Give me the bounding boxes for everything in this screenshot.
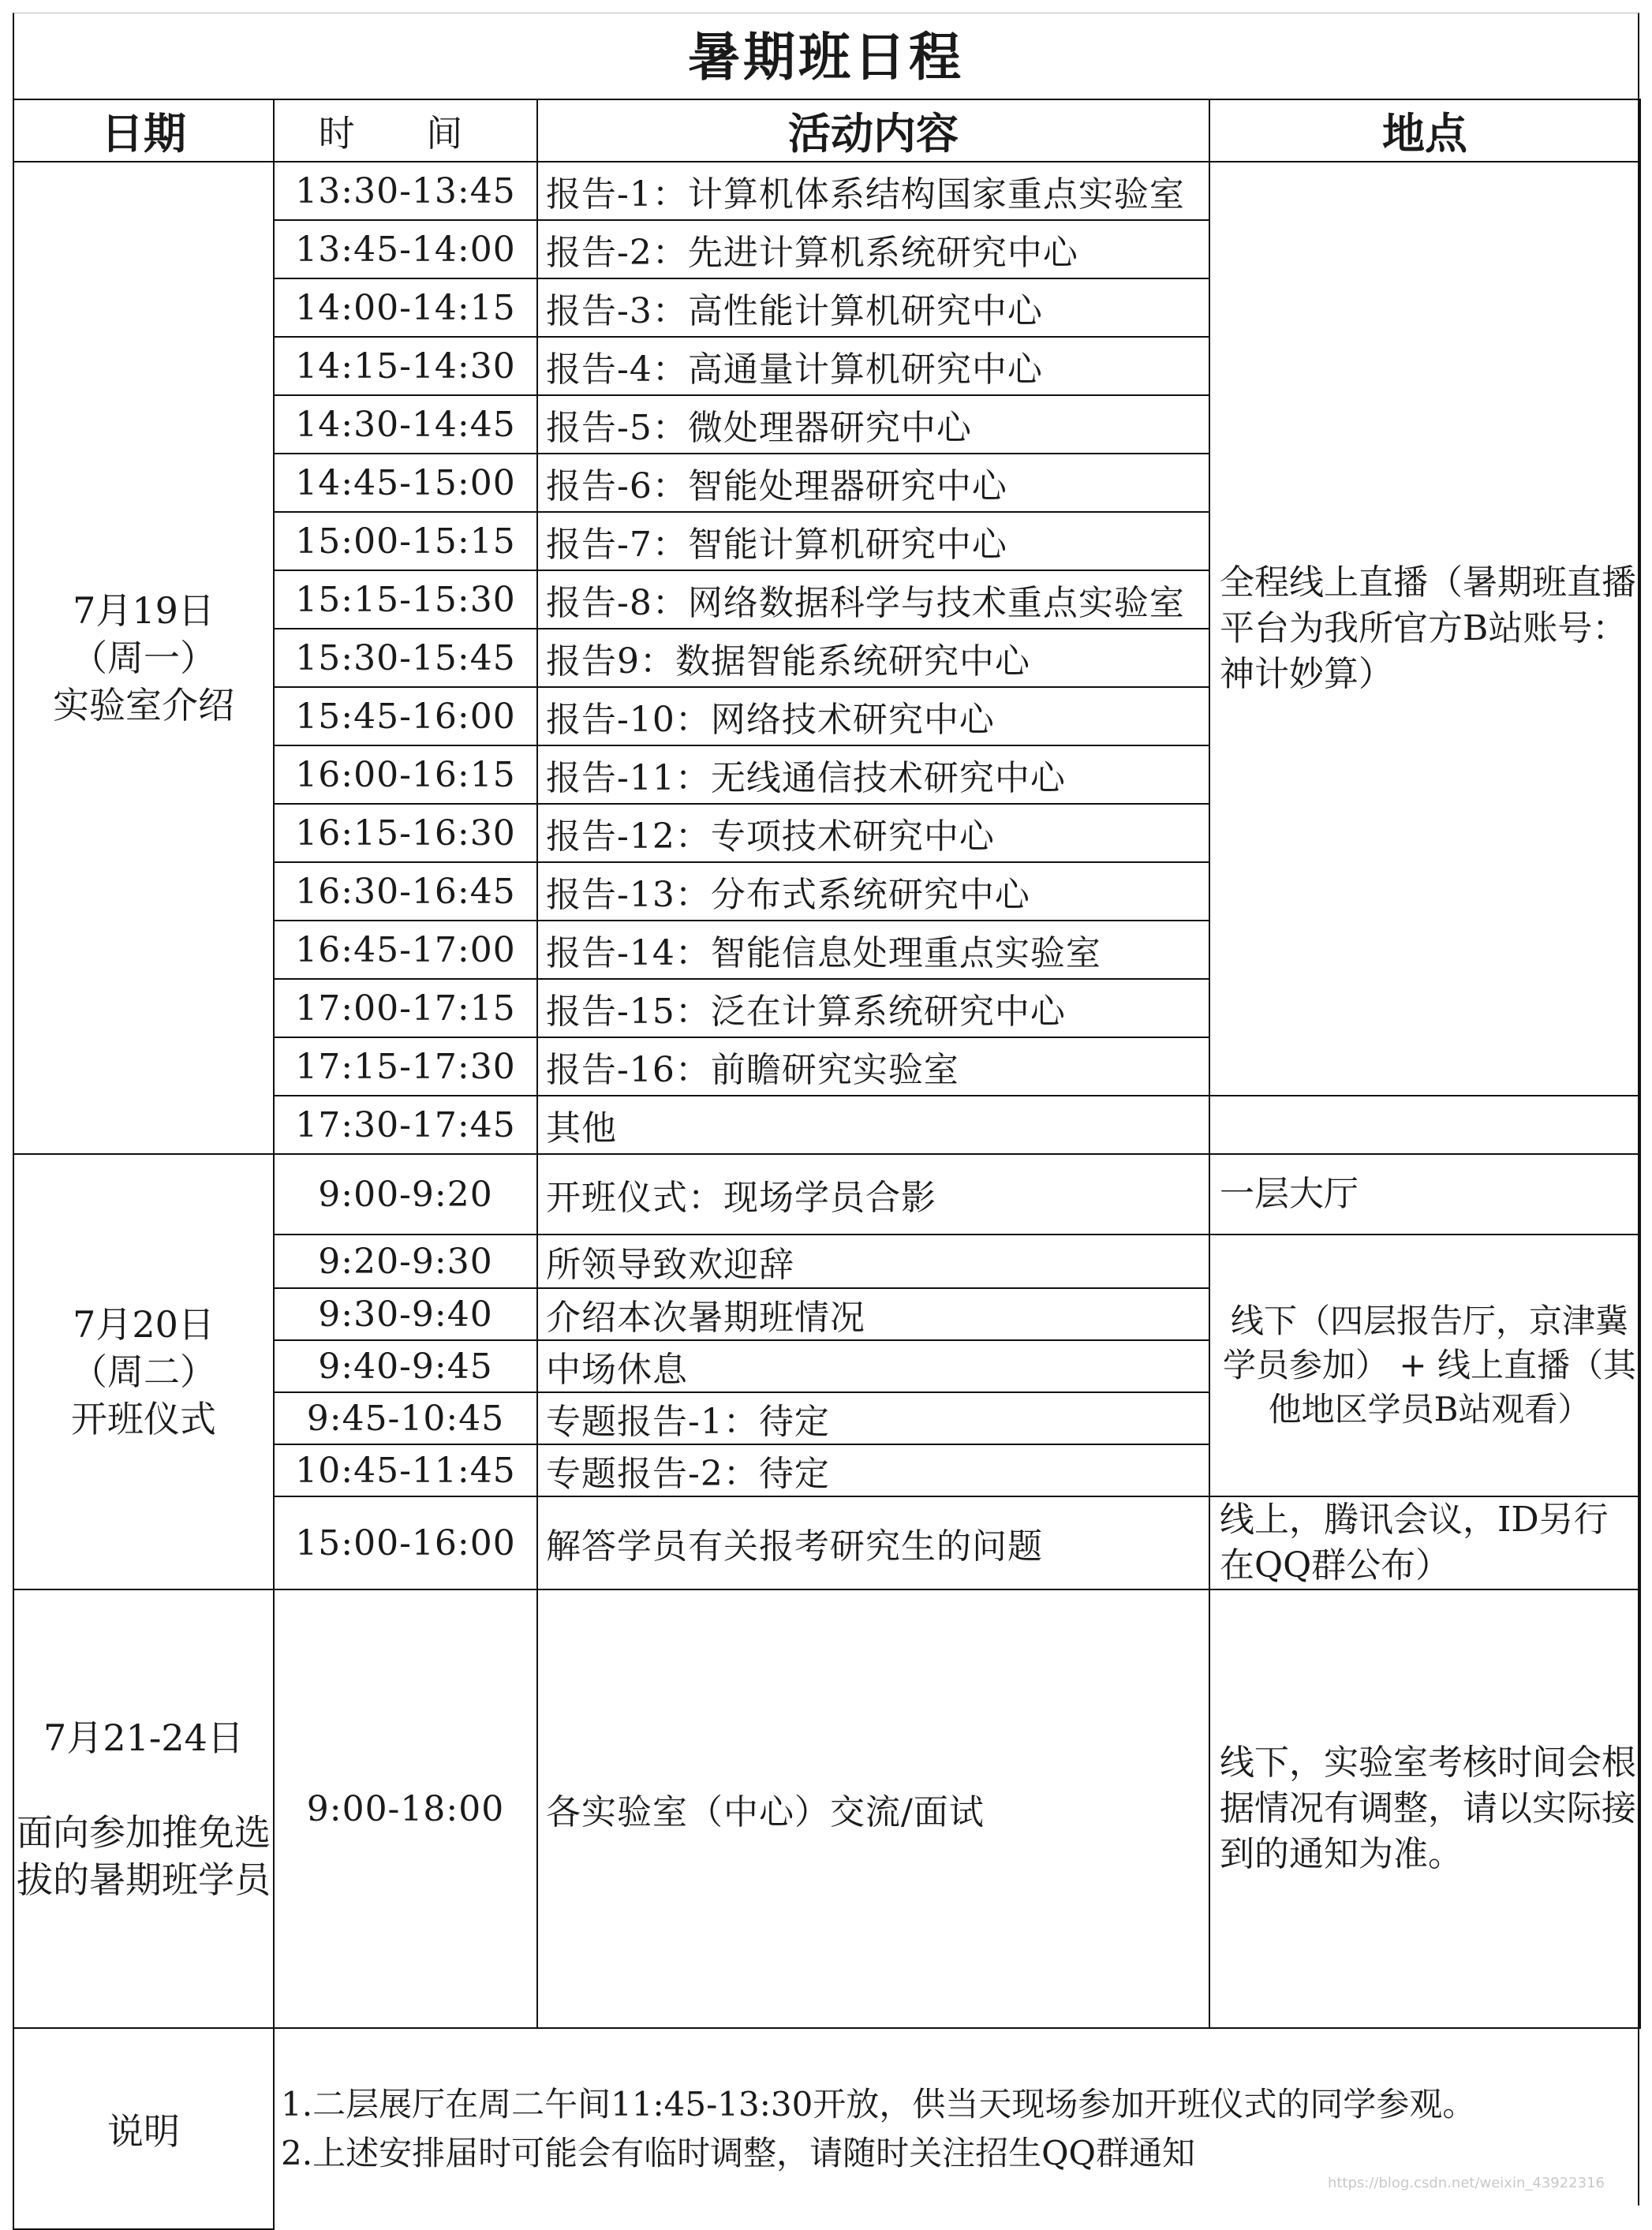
table-row [13, 1589, 1640, 2028]
time-cell: 17:15-17:30 [274, 1037, 537, 1096]
day2-weekday: （周二） [71, 1350, 216, 1393]
time-cell: 14:30-14:45 [274, 395, 537, 454]
schedule-table [13, 99, 1641, 2230]
activity-cell: 开班仪式：现场学员合影 [537, 1154, 1209, 1235]
time-cell: 17:30-17:45 [274, 1096, 537, 1154]
day2-location-online: 线上，腾讯会议，ID另行在QQ群公布） [1209, 1496, 1640, 1589]
time-cell: 14:00-14:15 [274, 278, 537, 337]
time-cell: 15:30-15:45 [274, 629, 537, 687]
notes-row [13, 2028, 1640, 2229]
activity-cell: 报告-2：先进计算机系统研究中心 [537, 220, 1209, 278]
day1-date-cell [13, 162, 274, 1154]
header-row [13, 99, 1640, 162]
time-cell: 13:30-13:45 [274, 162, 537, 220]
time-cell: 13:45-14:00 [274, 220, 537, 278]
day3-date-cell [13, 1589, 274, 2028]
day2-date-cell [13, 1154, 274, 1589]
activity-cell: 其他 [537, 1096, 1209, 1154]
activity-cell: 各实验室（中心）交流/面试 [537, 1589, 1209, 2028]
table-row [13, 162, 1640, 220]
page-title: 暑期班日程 [688, 26, 964, 88]
day3-audience: 面向参加推免选拔的暑期班学员 [17, 1811, 271, 1901]
activity-cell: 报告-13：分布式系统研究中心 [537, 862, 1209, 921]
time-cell: 14:45-15:00 [274, 454, 537, 512]
day1-weekday: （周一） [71, 637, 216, 679]
activity-cell: 报告-4：高通量计算机研究中心 [537, 337, 1209, 395]
day2-location-hall: 线下（四层报告厅，京津冀学员参加） + 线上直播（其他地区学员B站观看） [1209, 1235, 1640, 1496]
time-cell: 15:00-16:00 [274, 1496, 537, 1589]
note-line-2: 2.上述安排届时可能会有临时调整，请随时关注招生QQ群通知 [281, 2134, 1195, 2172]
activity-cell: 解答学员有关报考研究生的问题 [537, 1496, 1209, 1589]
time-cell: 9:45-10:45 [274, 1392, 537, 1444]
day1-location: 全程线上直播（暑期班直播平台为我所官方B站账号：神计妙算） [1209, 162, 1640, 1096]
time-cell: 9:00-18:00 [274, 1589, 537, 2028]
day2-location-lobby: 一层大厅 [1209, 1154, 1640, 1235]
time-cell: 16:30-16:45 [274, 862, 537, 921]
time-cell: 16:15-16:30 [274, 804, 537, 862]
activity-cell: 中场休息 [537, 1340, 1209, 1392]
note-line-1: 1.二层展厅在周二午间11:45-13:30开放，供当天现场参加开班仪式的同学参观。 [281, 2085, 1476, 2124]
header-time: 时 间 [274, 99, 537, 162]
time-cell: 9:20-9:30 [274, 1235, 537, 1288]
activity-cell: 报告-10：网络技术研究中心 [537, 687, 1209, 745]
activity-cell: 报告-11：无线通信技术研究中心 [537, 745, 1209, 804]
day3-location: 线下，实验室考核时间会根据情况有调整，请以实际接到的通知为准。 [1209, 1589, 1640, 2028]
activity-cell: 报告-15：泛在计算系统研究中心 [537, 979, 1209, 1037]
time-cell: 10:45-11:45 [274, 1444, 537, 1496]
day1-date: 7月19日 [73, 589, 215, 632]
header-location: 地点 [1209, 99, 1640, 162]
day3-date: 7月21-24日 [43, 1716, 244, 1759]
activity-cell: 报告-1：计算机体系结构国家重点实验室 [537, 162, 1209, 220]
day1-location-other [1209, 1096, 1640, 1154]
time-cell: 16:45-17:00 [274, 921, 537, 979]
activity-cell: 所领导致欢迎辞 [537, 1235, 1209, 1288]
activity-cell: 报告-5：微处理器研究中心 [537, 395, 1209, 454]
notes-cell [274, 2028, 1640, 2229]
time-cell: 14:15-14:30 [274, 337, 537, 395]
time-cell: 15:15-15:30 [274, 570, 537, 629]
watermark: https://blog.csdn.net/weixin_43922316 [1327, 2175, 1605, 2191]
activity-cell: 报告-14：智能信息处理重点实验室 [537, 921, 1209, 979]
time-cell: 9:00-9:20 [274, 1154, 537, 1235]
activity-cell: 报告9：数据智能系统研究中心 [537, 629, 1209, 687]
table-row [13, 1154, 1640, 1235]
notes-label: 说明 [13, 2028, 274, 2229]
activity-cell: 介绍本次暑期班情况 [537, 1288, 1209, 1340]
header-date: 日期 [13, 99, 274, 162]
activity-cell: 报告-6：智能处理器研究中心 [537, 454, 1209, 512]
activity-cell: 报告-8：网络数据科学与技术重点实验室 [537, 570, 1209, 629]
activity-cell: 专题报告-2：待定 [537, 1444, 1209, 1496]
activity-cell: 专题报告-1：待定 [537, 1392, 1209, 1444]
time-cell: 15:45-16:00 [274, 687, 537, 745]
activity-cell: 报告-7：智能计算机研究中心 [537, 512, 1209, 570]
time-cell: 16:00-16:15 [274, 745, 537, 804]
header-activity: 活动内容 [537, 99, 1209, 162]
time-cell: 9:40-9:45 [274, 1340, 537, 1392]
day2-date: 7月20日 [73, 1303, 215, 1346]
activity-cell: 报告-12：专项技术研究中心 [537, 804, 1209, 862]
day1-theme: 实验室介绍 [53, 684, 234, 727]
day2-theme: 开班仪式 [71, 1398, 216, 1440]
time-cell: 17:00-17:15 [274, 979, 537, 1037]
activity-cell: 报告-16：前瞻研究实验室 [537, 1037, 1209, 1096]
time-cell: 15:00-15:15 [274, 512, 537, 570]
activity-cell: 报告-3：高性能计算机研究中心 [537, 278, 1209, 337]
time-cell: 9:30-9:40 [274, 1288, 537, 1340]
